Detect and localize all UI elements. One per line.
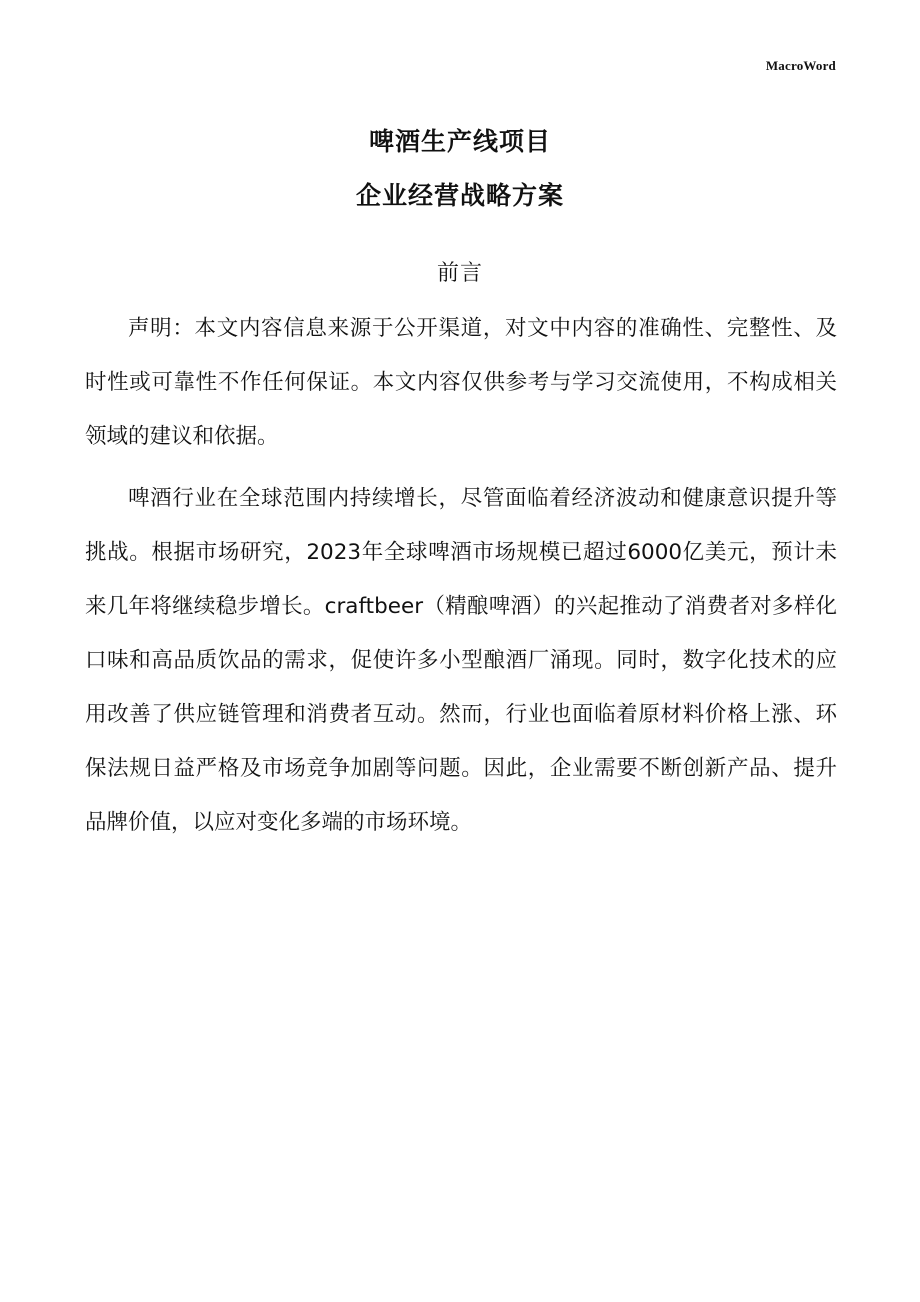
header-brand: MacroWord xyxy=(765,58,836,73)
body-paragraph: 啤酒行业在全球范围内持续增长，尽管面临着经济波动和健康意识提升等挑战。根据市场研究，2023年全球啤酒市场规模已超过6000亿美元，预计未来几年将继续稳步增长。craftbeer（精酿啤酒）的兴起推动了消费者对多样化口味和高品质饮品的需求，促使许多小型酿酒厂涌现。同时，数字化技术的应用改善了供应链管理和消费者互动。然而，行业也面临着原材料价格上涨、环保法规日益严格及市场竞争加剧等问题。因此，企业需要不断创新产品、提升品牌价值，以应对变化多端的市场环境。 xyxy=(85,486,837,835)
section-heading: 前言 xyxy=(436,261,483,286)
disclaimer-paragraph: 声明：本文内容信息来源于公开渠道，对文中内容的准确性、完整性、及时性或可靠性不作任何保证。本文内容仅供参考与学习交流使用，不构成相关领域的建议和依据。 xyxy=(85,316,837,449)
document-title: 啤酒生产线项目 xyxy=(368,127,551,156)
document-subtitle: 企业经营战略方案 xyxy=(355,181,564,210)
